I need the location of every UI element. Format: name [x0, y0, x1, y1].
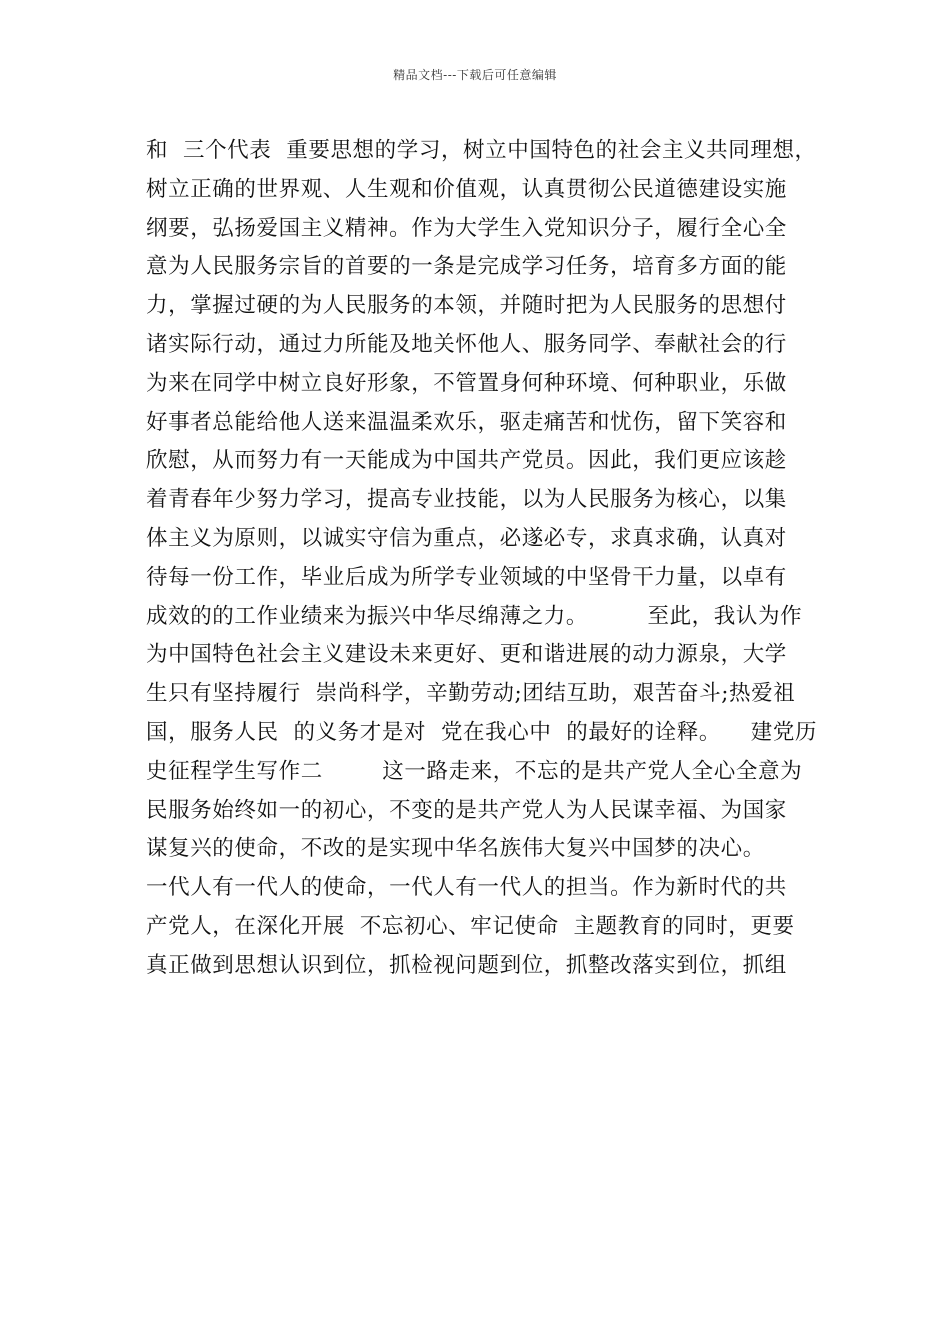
text-line: 树立正确的世界观、人生观和价值观，认真贯彻公民道德建设实施	[146, 176, 787, 202]
body-text	[146, 132, 836, 986]
text-line: 欣慰，从而努力有一天能成为中国共产党员。因此，我们更应该趁	[146, 448, 787, 474]
text-line: 力，掌握过硬的为人民服务的本领，并随时把为人民服务的思想付	[146, 293, 787, 319]
text-line: 谋复兴的使命，不改的是实现中华名族伟大复兴中国梦的决心。	[146, 836, 765, 862]
text-line: 好事者总能给他人送来温温柔欢乐，驱走痛苦和忧伤，留下笑容和	[146, 409, 787, 435]
text-line: 诸实际行动，通过力所能及地关怀他人、服务同学、奉献社会的行	[146, 331, 787, 357]
text-line: 生只有坚持履行 崇尚科学，辛勤劳动;团结互助，艰苦奋斗;热爱祖	[146, 681, 796, 707]
text-line: 史征程学生写作二 这一路走来，不忘的是共产党人全心全意为	[146, 758, 803, 784]
text-line: 真正做到思想认识到位，抓检视问题到位，抓整改落实到位，抓组	[146, 952, 787, 978]
text-line: 成效的的工作业绩来为振兴中华尽绵薄之力。 至此，我认为作	[146, 603, 803, 629]
text-line: 为中国特色社会主义建设未来更好、更和谐进展的动力源泉，大学	[146, 642, 787, 668]
text-line: 着青春年少努力学习，提高专业技能，以为人民服务为核心，以集	[146, 487, 787, 513]
text-line: 体主义为原则，以诚实守信为重点，必遂必专，求真求确，认真对	[146, 525, 787, 551]
text-line: 国，服务人民 的义务才是对 党在我心中 的最好的诠释。 建党历	[146, 719, 818, 745]
page-header: 精品文档---下载后可任意编辑	[393, 68, 557, 82]
text-line: 产党人，在深化开展 不忘初心、牢记使命 主题教育的同时，更要	[146, 913, 795, 939]
text-line: 为来在同学中树立良好形象，不管置身何种环境、何种职业，乐做	[146, 370, 787, 396]
text-line: 一代人有一代人的使命，一代人有一代人的担当。作为新时代的共	[146, 875, 787, 901]
text-line: 民服务始终如一的初心，不变的是共产党人为人民谋幸福、为国家	[146, 797, 787, 823]
text-line: 意为人民服务宗旨的首要的一条是完成学习任务，培育多方面的能	[146, 254, 787, 280]
text-line: 纲要，弘扬爱国主义精神。作为大学生入党知识分子，履行全心全	[146, 215, 787, 241]
text-line: 和 三个代表 重要思想的学习，树立中国特色的社会主义共同理想，	[146, 138, 817, 163]
text-line: 待每一份工作，毕业后成为所学专业领域的中坚骨干力量，以卓有	[146, 564, 787, 590]
